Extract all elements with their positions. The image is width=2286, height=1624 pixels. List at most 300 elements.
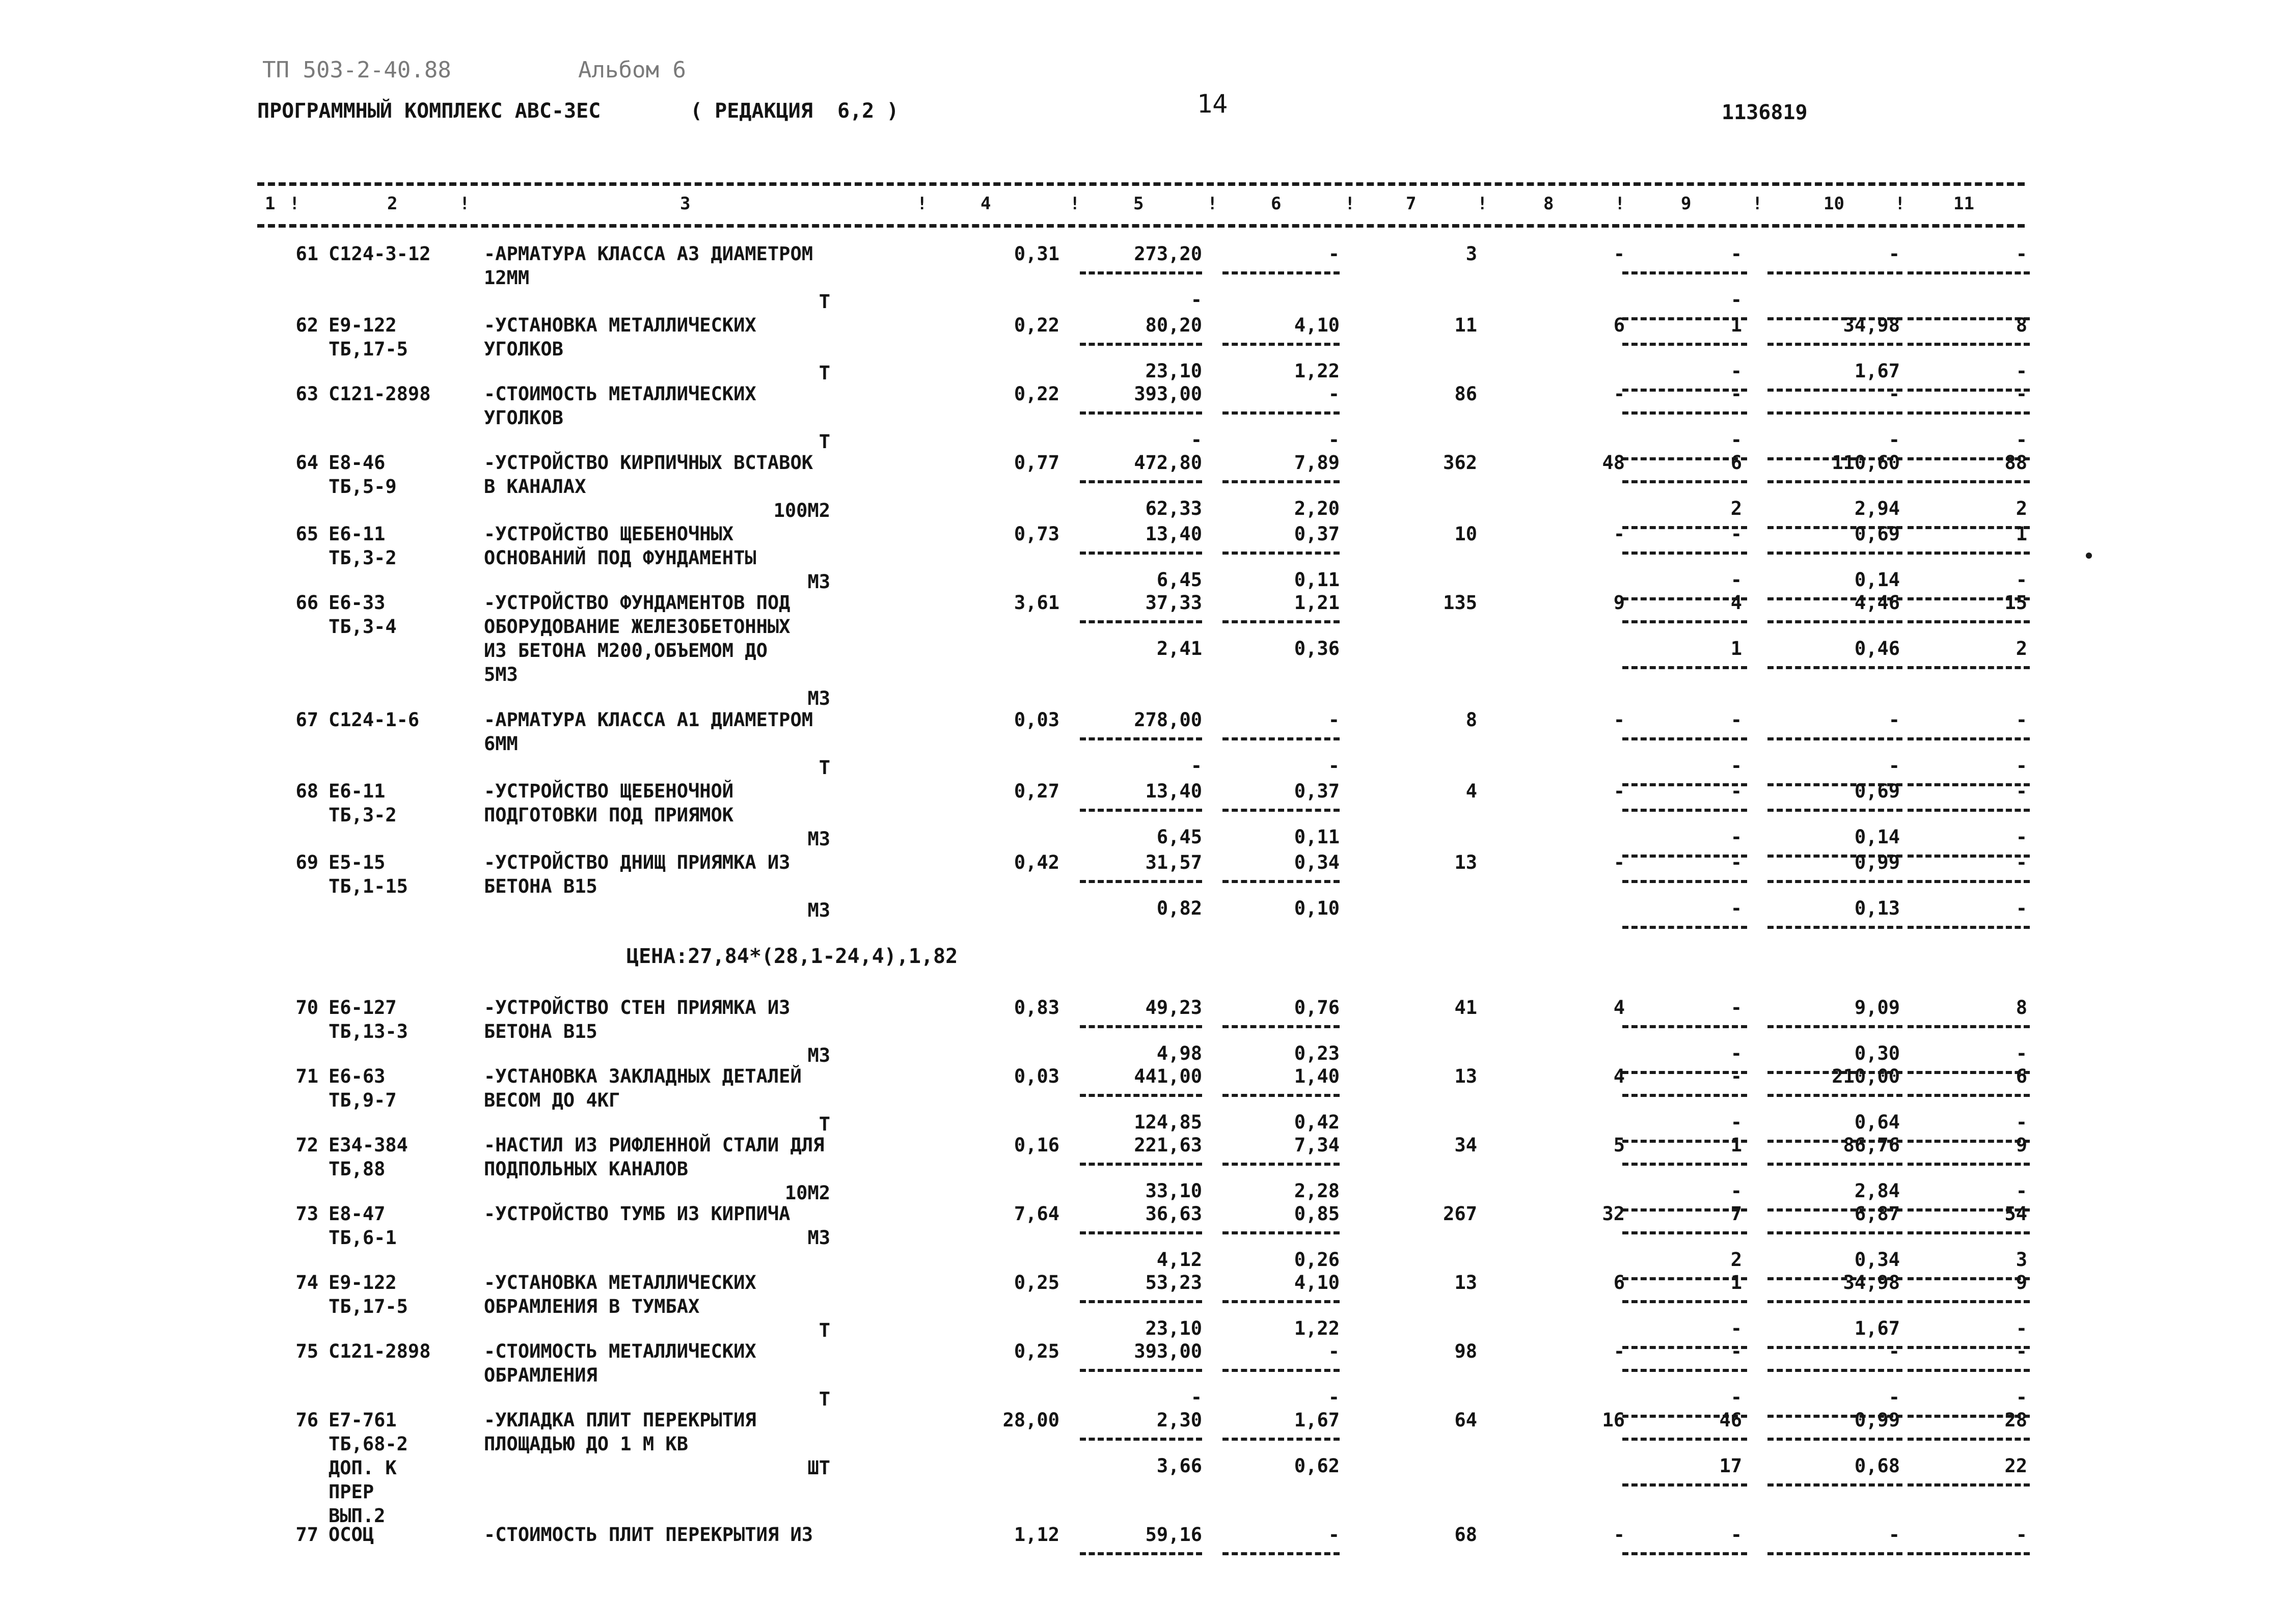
machine-total: - xyxy=(1730,383,1742,405)
machine-total: 4 xyxy=(1730,592,1742,614)
labor-unit-machine: 2,84 xyxy=(1854,1180,1900,1202)
cell-divider xyxy=(1908,809,2030,812)
stray-mark xyxy=(2086,553,2092,559)
work-description: В КАНАЛАХ xyxy=(484,476,586,498)
labor-unit-machine: 1,67 xyxy=(1854,360,1900,382)
rate-code: Е6-63 xyxy=(329,1065,386,1087)
machine-wages-total: - xyxy=(1730,826,1742,848)
column-number-8: 8 xyxy=(1543,194,1554,214)
labor-unit: 4,46 xyxy=(1854,592,1900,614)
quantity: 28,00 xyxy=(1002,1409,1059,1431)
labor-unit-machine: 0,68 xyxy=(1854,1455,1900,1477)
labor-total: 9 xyxy=(2016,1272,2027,1293)
cell-divider xyxy=(1767,411,1902,415)
wages-total: - xyxy=(1613,851,1625,873)
quantity: 0,22 xyxy=(1014,383,1059,405)
machine-wages-total: 17 xyxy=(1719,1455,1742,1477)
labor-unit: - xyxy=(1888,1524,1900,1546)
total-cost: 98 xyxy=(1454,1340,1477,1362)
quantity: 0,25 xyxy=(1014,1340,1059,1362)
machine-cost: 1,40 xyxy=(1294,1065,1340,1087)
cell-divider xyxy=(1908,271,2030,274)
labor-total-machine: - xyxy=(2016,1180,2027,1202)
machine-cost: 7,34 xyxy=(1294,1134,1340,1156)
work-description: БЕТОНА В15 xyxy=(484,1021,597,1042)
row-number: 61 xyxy=(295,243,318,265)
cell-divider xyxy=(1767,552,1902,555)
machine-wages-total: - xyxy=(1730,1042,1742,1064)
column-number-3: 3 xyxy=(680,194,691,214)
work-description: ВЕСОМ ДО 4КГ xyxy=(484,1089,620,1111)
total-cost: 4 xyxy=(1465,780,1477,802)
work-description: -УСТРОЙСТВО ЩЕБЕНОЧНЫХ xyxy=(484,523,734,545)
unit-cost: 13,40 xyxy=(1145,780,1202,802)
work-description: -УКЛАДКА ПЛИТ ПЕРЕКРЫТИЯ xyxy=(484,1409,756,1431)
labor-unit-machine: 2,94 xyxy=(1854,498,1900,519)
machine-cost: - xyxy=(1328,1340,1340,1362)
column-separator: ! xyxy=(459,194,470,214)
column-separator: ! xyxy=(917,194,928,214)
unit-of-measure: 10М2 xyxy=(784,1182,830,1204)
machine-wages-total: - xyxy=(1730,1317,1742,1339)
cell-divider xyxy=(1767,343,1902,346)
machine-cost-wages: - xyxy=(1328,1386,1340,1408)
labor-unit: 9,09 xyxy=(1854,997,1900,1019)
column-separator: ! xyxy=(1345,194,1355,214)
cell-divider xyxy=(1908,343,2030,346)
labor-unit: 0,99 xyxy=(1854,1409,1900,1431)
labor-unit-machine: 1,67 xyxy=(1854,1317,1900,1339)
labor-total: 88 xyxy=(2004,452,2027,474)
unit-cost-wages: 6,45 xyxy=(1156,569,1202,591)
unit-cost: 441,00 xyxy=(1134,1065,1202,1087)
cell-divider xyxy=(1622,343,1747,346)
machine-cost: 0,37 xyxy=(1294,780,1340,802)
labor-total: 6 xyxy=(2016,1065,2027,1087)
total-cost: 86 xyxy=(1454,383,1477,405)
cell-divider xyxy=(1622,1163,1747,1166)
unit-cost: 36,63 xyxy=(1145,1203,1202,1225)
cell-divider xyxy=(1080,1300,1202,1303)
cell-divider xyxy=(1622,1438,1747,1441)
unit-cost: 31,57 xyxy=(1145,851,1202,873)
machine-total: - xyxy=(1730,997,1742,1019)
rate-code: Е6-127 xyxy=(329,997,397,1019)
cell-divider xyxy=(1908,1231,2030,1234)
quantity: 3,61 xyxy=(1014,592,1059,614)
work-description: -УСТАНОВКА МЕТАЛЛИЧЕСКИХ xyxy=(484,1272,756,1293)
total-cost: 8 xyxy=(1465,709,1477,731)
row-number: 65 xyxy=(295,523,318,545)
cell-divider xyxy=(1908,411,2030,415)
column-number-9: 9 xyxy=(1681,194,1692,214)
unit-cost: 472,80 xyxy=(1134,452,1202,474)
unit-cost-wages: - xyxy=(1190,1386,1202,1408)
machine-cost-wages: 2,20 xyxy=(1294,498,1340,519)
machine-cost: 4,10 xyxy=(1294,1272,1340,1293)
work-description: -СТОИМОСТЬ ПЛИТ ПЕРЕКРЫТИЯ ИЗ xyxy=(484,1524,813,1546)
work-description: 6ММ xyxy=(484,733,518,755)
edition-label: ( РЕДАКЦИЯ 6,2 ) xyxy=(690,99,899,123)
total-cost: 68 xyxy=(1454,1524,1477,1546)
labor-total: 1 xyxy=(2016,523,2027,545)
row-number: 75 xyxy=(295,1340,318,1362)
total-cost: 135 xyxy=(1443,592,1477,614)
machine-cost-wages: 1,22 xyxy=(1294,1317,1340,1339)
unit-cost-wages: 3,66 xyxy=(1156,1455,1202,1477)
machine-cost: 0,37 xyxy=(1294,523,1340,545)
rate-code: Е8-47 xyxy=(329,1203,386,1225)
labor-unit-machine: 0,34 xyxy=(1854,1249,1900,1271)
cell-divider xyxy=(1622,809,1747,812)
column-number-5: 5 xyxy=(1133,194,1144,214)
labor-unit: - xyxy=(1888,1340,1900,1362)
cell-divider xyxy=(1080,1438,1202,1441)
work-description: -УСТАНОВКА ЗАКЛАДНЫХ ДЕТАЛЕЙ xyxy=(484,1065,802,1087)
machine-total: - xyxy=(1730,709,1742,731)
column-number-10: 10 xyxy=(1824,194,1844,214)
row-number: 68 xyxy=(295,780,318,802)
cell-divider xyxy=(1908,1438,2030,1441)
cell-divider xyxy=(1222,343,1340,346)
machine-wages-total: - xyxy=(1730,897,1742,919)
machine-wages-total: - xyxy=(1730,289,1742,311)
cell-divider xyxy=(1622,1094,1747,1097)
labor-total-machine: - xyxy=(2016,1042,2027,1064)
labor-total: 28 xyxy=(2004,1409,2027,1431)
unit-of-measure: Т xyxy=(819,1319,830,1341)
cell-divider xyxy=(1767,737,1902,740)
labor-unit: - xyxy=(1888,383,1900,405)
rate-code: С121-2898 xyxy=(329,1340,431,1362)
wages-total: - xyxy=(1613,780,1625,802)
labor-unit: 0,99 xyxy=(1854,851,1900,873)
cell-divider xyxy=(1767,271,1902,274)
quantity: 0,22 xyxy=(1014,314,1059,336)
unit-of-measure: М3 xyxy=(807,571,830,593)
cell-divider xyxy=(1908,1163,2030,1166)
labor-total: 8 xyxy=(2016,997,2027,1019)
unit-cost-wages: 23,10 xyxy=(1145,1317,1202,1339)
column-separator: ! xyxy=(1895,194,1906,214)
labor-total: - xyxy=(2016,780,2027,802)
labor-total-machine: - xyxy=(2016,755,2027,777)
total-cost: 13 xyxy=(1454,1065,1477,1087)
labor-total-machine: - xyxy=(2016,429,2027,451)
labor-unit-machine: 0,14 xyxy=(1854,569,1900,591)
unit-cost: 273,20 xyxy=(1134,243,1202,265)
total-cost: 41 xyxy=(1454,997,1477,1019)
quantity: 0,31 xyxy=(1014,243,1059,265)
rate-code: ТБ,3-4 xyxy=(329,616,397,638)
total-cost: 10 xyxy=(1454,523,1477,545)
column-number-4: 4 xyxy=(981,194,991,214)
cell-divider xyxy=(1222,620,1340,623)
cell-divider xyxy=(1908,552,2030,555)
unit-cost-wages: 124,85 xyxy=(1134,1111,1202,1133)
work-description: 5М3 xyxy=(484,664,518,685)
labor-total: - xyxy=(2016,243,2027,265)
cell-divider xyxy=(1222,1369,1340,1372)
cell-divider xyxy=(1767,809,1902,812)
labor-total: - xyxy=(2016,383,2027,405)
rate-code: ТБ,5-9 xyxy=(329,476,397,498)
machine-wages-total: 2 xyxy=(1730,1249,1742,1271)
row-number: 77 xyxy=(295,1524,318,1546)
row-number: 62 xyxy=(295,314,318,336)
labor-total: 8 xyxy=(2016,314,2027,336)
machine-cost-wages: 0,62 xyxy=(1294,1455,1340,1477)
wages-total: 48 xyxy=(1602,452,1625,474)
cell-divider xyxy=(1622,880,1747,883)
wages-total: 32 xyxy=(1602,1203,1625,1225)
cell-divider xyxy=(1080,411,1202,415)
labor-unit: - xyxy=(1888,243,1900,265)
machine-total: - xyxy=(1730,1524,1742,1546)
unit-cost-wages: - xyxy=(1190,289,1202,311)
labor-total-machine: - xyxy=(2016,569,2027,591)
work-description: ОСНОВАНИЙ ПОД ФУНДАМЕНТЫ xyxy=(484,547,756,569)
labor-unit: 6,87 xyxy=(1854,1203,1900,1225)
labor-total: - xyxy=(2016,1524,2027,1546)
rate-code: ТБ,88 xyxy=(329,1158,386,1180)
total-cost: 267 xyxy=(1443,1203,1477,1225)
work-description: -НАСТИЛ ИЗ РИФЛЕННОЙ СТАЛИ ДЛЯ xyxy=(484,1134,825,1156)
labor-total-machine: 22 xyxy=(2004,1455,2027,1477)
work-description: ОБРАМЛЕНИЯ В ТУМБАХ xyxy=(484,1296,700,1317)
column-number-11: 11 xyxy=(1953,194,1974,214)
labor-total: - xyxy=(2016,709,2027,731)
wages-total: 9 xyxy=(1613,592,1625,614)
labor-total-machine: - xyxy=(2016,1386,2027,1408)
cell-divider xyxy=(1767,1163,1902,1166)
labor-total: 15 xyxy=(2004,592,2027,614)
rate-code: Е7-761 xyxy=(329,1409,397,1431)
rate-code: ТБ,17-5 xyxy=(329,338,408,360)
rate-code: ТБ,6-1 xyxy=(329,1227,397,1249)
column-number-7: 7 xyxy=(1406,194,1417,214)
cell-divider xyxy=(1767,1094,1902,1097)
unit-cost-wages: 4,98 xyxy=(1156,1042,1202,1064)
work-description: ПОДГОТОВКИ ПОД ПРИЯМОК xyxy=(484,804,734,826)
wages-total: - xyxy=(1613,243,1625,265)
machine-total: 1 xyxy=(1730,1134,1742,1156)
wages-total: 4 xyxy=(1613,1065,1625,1087)
unit-of-measure: Т xyxy=(819,1113,830,1135)
rate-code: ТБ,13-3 xyxy=(329,1021,408,1042)
unit-cost: 393,00 xyxy=(1134,1340,1202,1362)
labor-unit: 110,60 xyxy=(1832,452,1900,474)
unit-of-measure: Т xyxy=(819,757,830,779)
cell-divider xyxy=(1767,880,1902,883)
unit-of-measure: Т xyxy=(819,291,830,313)
machine-cost: 7,89 xyxy=(1294,452,1340,474)
column-number-6: 6 xyxy=(1271,194,1282,214)
unit-of-measure: М3 xyxy=(807,1227,830,1249)
machine-wages-total: - xyxy=(1730,1180,1742,1202)
quantity: 7,64 xyxy=(1014,1203,1059,1225)
unit-of-measure: ШТ xyxy=(807,1457,830,1479)
unit-cost: 80,20 xyxy=(1145,314,1202,336)
machine-total: 6 xyxy=(1730,452,1742,474)
unit-cost-wages: 2,41 xyxy=(1156,638,1202,659)
column-separator: ! xyxy=(1070,194,1080,214)
rate-code: С121-2898 xyxy=(329,383,431,405)
labor-total: - xyxy=(2016,1340,2027,1362)
rate-code: С124-3-12 xyxy=(329,243,431,265)
labor-unit: 34,98 xyxy=(1843,314,1900,336)
unit-cost: 13,40 xyxy=(1145,523,1202,545)
unit-cost: 221,63 xyxy=(1134,1134,1202,1156)
unit-cost: 2,30 xyxy=(1156,1409,1202,1431)
work-description: ИЗ БЕТОНА М200,ОБЪЕМОМ ДО xyxy=(484,640,768,662)
labor-unit-machine: - xyxy=(1888,1386,1900,1408)
unit-cost: 49,23 xyxy=(1145,997,1202,1019)
quantity: 0,27 xyxy=(1014,780,1059,802)
rate-code: ТБ,9-7 xyxy=(329,1089,397,1111)
wages-total: - xyxy=(1613,1340,1625,1362)
work-description: 12ММ xyxy=(484,267,530,289)
unit-cost-wages: - xyxy=(1190,755,1202,777)
work-description: ОБРАМЛЕНИЯ xyxy=(484,1364,597,1386)
total-cost: 34 xyxy=(1454,1134,1477,1156)
cell-divider xyxy=(1080,1163,1202,1166)
machine-cost-wages: 0,23 xyxy=(1294,1042,1340,1064)
rate-code: ТБ,17-5 xyxy=(329,1296,408,1317)
cell-divider xyxy=(1080,1369,1202,1372)
total-cost: 13 xyxy=(1454,1272,1477,1293)
machine-wages-total: - xyxy=(1730,429,1742,451)
machine-cost-wages: 0,42 xyxy=(1294,1111,1340,1133)
cell-divider xyxy=(1767,926,1902,929)
work-description: -СТОИМОСТЬ МЕТАЛЛИЧЕСКИХ xyxy=(484,383,756,405)
machine-wages-total: - xyxy=(1730,1111,1742,1133)
rate-code: ВЫП.2 xyxy=(329,1505,386,1527)
cell-divider xyxy=(1622,552,1747,555)
cell-divider xyxy=(1222,880,1340,883)
cell-divider xyxy=(1080,271,1202,274)
column-separator: ! xyxy=(1615,194,1625,214)
work-description: УГОЛКОВ xyxy=(484,407,563,429)
work-description: -УСТРОЙСТВО СТЕН ПРИЯМКА ИЗ xyxy=(484,997,791,1019)
cell-divider xyxy=(1222,411,1340,415)
machine-total: - xyxy=(1730,780,1742,802)
labor-total-machine: - xyxy=(2016,360,2027,382)
labor-unit-machine: 0,13 xyxy=(1854,897,1900,919)
machine-cost: - xyxy=(1328,243,1340,265)
wages-total: - xyxy=(1613,709,1625,731)
column-separator: ! xyxy=(1752,194,1763,214)
cell-divider xyxy=(1622,737,1747,740)
cell-divider xyxy=(1080,480,1202,483)
machine-total: - xyxy=(1730,1340,1742,1362)
album-label: Альбом 6 xyxy=(578,57,686,83)
rate-code: Е9-122 xyxy=(329,1272,397,1293)
rate-code: С124-1-6 xyxy=(329,709,420,731)
row-number: 71 xyxy=(295,1065,318,1087)
doc-reference: ТП 503-2-40.88 xyxy=(262,57,451,83)
work-description: УГОЛКОВ xyxy=(484,338,563,360)
column-number-2: 2 xyxy=(387,194,398,214)
unit-cost-wages: - xyxy=(1190,429,1202,451)
cell-divider xyxy=(1222,1552,1340,1555)
cell-divider xyxy=(1080,343,1202,346)
column-number-1: 1 xyxy=(265,194,276,214)
unit-cost: 59,16 xyxy=(1145,1524,1202,1546)
row-number: 73 xyxy=(295,1203,318,1225)
cell-divider xyxy=(1622,1369,1747,1372)
machine-cost: - xyxy=(1328,1524,1340,1546)
cell-divider xyxy=(1622,1025,1747,1028)
labor-total: 54 xyxy=(2004,1203,2027,1225)
row-number: 70 xyxy=(295,997,318,1019)
machine-cost: 0,85 xyxy=(1294,1203,1340,1225)
work-description: -УСТАНОВКА МЕТАЛЛИЧЕСКИХ xyxy=(484,314,756,336)
cell-divider xyxy=(1080,1025,1202,1028)
quantity: 0,83 xyxy=(1014,997,1059,1019)
labor-unit: - xyxy=(1888,709,1900,731)
machine-wages-total: - xyxy=(1730,755,1742,777)
labor-total-machine: - xyxy=(2016,1111,2027,1133)
cell-divider xyxy=(1767,480,1902,483)
labor-total-machine: 2 xyxy=(2016,638,2027,659)
cell-divider xyxy=(1767,666,1902,669)
machine-cost: 0,76 xyxy=(1294,997,1340,1019)
labor-total-machine: - xyxy=(2016,1317,2027,1339)
cell-divider xyxy=(1222,480,1340,483)
wages-total: - xyxy=(1613,523,1625,545)
machine-total: 7 xyxy=(1730,1203,1742,1225)
cell-divider xyxy=(1080,880,1202,883)
wages-total: - xyxy=(1613,1524,1625,1546)
page-number: 14 xyxy=(1197,89,1228,119)
rate-code: Е6-11 xyxy=(329,523,386,545)
unit-cost-wages: 4,12 xyxy=(1156,1249,1202,1271)
cell-divider xyxy=(1767,1483,1902,1487)
row-number: 72 xyxy=(295,1134,318,1156)
cell-divider xyxy=(1767,1552,1902,1555)
work-description: -АРМАТУРА КЛАССА А1 ДИАМЕТРОМ xyxy=(484,709,813,731)
cell-divider xyxy=(1622,666,1747,669)
rate-code: Е9-122 xyxy=(329,314,397,336)
labor-unit-machine: 0,46 xyxy=(1854,638,1900,659)
cell-divider xyxy=(1222,1094,1340,1097)
machine-total: 1 xyxy=(1730,1272,1742,1293)
unit-of-measure: Т xyxy=(819,1388,830,1410)
labor-unit: 0,69 xyxy=(1854,780,1900,802)
cell-divider xyxy=(1908,1552,2030,1555)
machine-total: - xyxy=(1730,1065,1742,1087)
rate-code: Е6-11 xyxy=(329,780,386,802)
work-description: -УСТРОЙСТВО КИРПИЧНЫХ ВСТАВОК xyxy=(484,452,813,474)
cell-divider xyxy=(1080,620,1202,623)
unit-of-measure: 100М2 xyxy=(773,500,830,521)
labor-total: - xyxy=(2016,851,2027,873)
total-cost: 11 xyxy=(1454,314,1477,336)
work-description: -УСТРОЙСТВО ФУНДАМЕНТОВ ПОД xyxy=(484,592,791,614)
total-cost: 13 xyxy=(1454,851,1477,873)
cell-divider xyxy=(1622,271,1747,274)
cell-divider xyxy=(1622,411,1747,415)
cell-divider xyxy=(1080,552,1202,555)
total-cost: 362 xyxy=(1443,452,1477,474)
machine-cost-wages: 2,28 xyxy=(1294,1180,1340,1202)
wages-total: 6 xyxy=(1613,1272,1625,1293)
cell-divider xyxy=(1767,1231,1902,1234)
machine-cost: 0,34 xyxy=(1294,851,1340,873)
column-separator: ! xyxy=(1477,194,1488,214)
labor-unit-machine: 0,30 xyxy=(1854,1042,1900,1064)
